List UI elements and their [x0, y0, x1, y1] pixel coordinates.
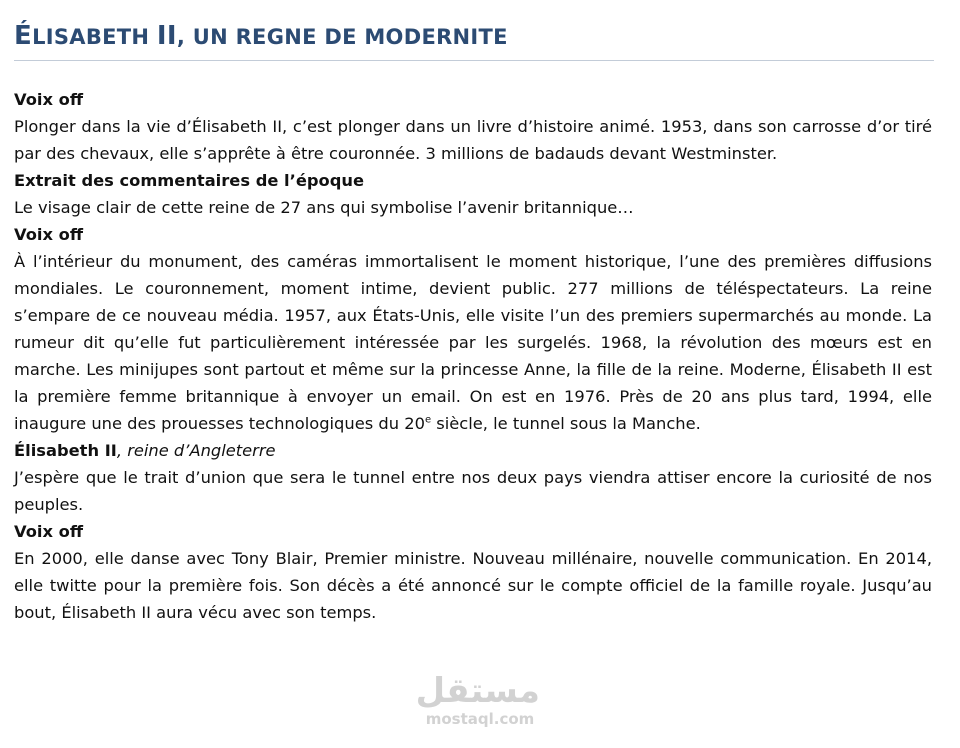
title-initial: É [14, 21, 33, 51]
speaker-label: Voix off [14, 90, 84, 109]
speaker-label: Voix off [14, 225, 84, 244]
speech-paragraph [14, 248, 932, 437]
speech-text-continued: siècle, le tunnel sous la Manche. [431, 414, 701, 433]
speech-paragraph: Le visage clair de cette reine de 27 ans qui symbolise l’avenir britannique… [14, 198, 634, 217]
title-part-1: LISABETH [32, 25, 157, 49]
script-body [14, 86, 932, 626]
speaker-label [14, 437, 932, 464]
title-roman-numeral: II [156, 21, 177, 51]
title-part-2: , UN REGNE DE MODERNITE [176, 25, 508, 49]
title-divider [14, 60, 934, 61]
speech-paragraph: En 2000, elle danse avec Tony Blair, Premier ministre. Nouveau millénaire, nouvelle communication. En 2014, elle twitte pour la première fois. Son décès a été annoncé sur le compte officiel de la famille royale. Jusqu’au bout, Élisabeth II aura vécu avec son temps. [14, 549, 932, 622]
watermark-url: mostaql.com [425, 710, 535, 728]
speech-paragraph: Plonger dans la vie d’Élisabeth II, c’est plonger dans un livre d’histoire animé. 1953, dans son carrosse d’or tiré par des chevaux, elle s’apprête à être couronnée. 3 millions de badauds devant Westminster. [14, 117, 932, 163]
speaker-label: Extrait des commentaires de l’époque [14, 171, 364, 190]
speaker-label: Voix off [14, 522, 84, 541]
speech-text: À l’intérieur du monument, des caméras immortalisent le moment historique, l’une des premières diffusions mondiales. Le couronnement, moment intime, devient public. 277 millions de téléspectateurs. La reine s’empare de ce nouveau média. 1957, aux États-Unis, elle visite l’un des premiers supermarchés au monde. La rumeur dit qu’elle fut particulièrement intéressée par les surgelés. 1968, la révolution des mœurs est en marche. Les minijupes sont partout et même sur la princesse Anne, la fille de la reine. Moderne, Élisabeth II est la première femme britannique à envoyer un email. On est en 1976. Près de 20 ans plus tard, 1994, elle inaugure une des prouesses technologiques du 20 [14, 252, 932, 433]
speech-paragraph: J’espère que le trait d’union que sera le tunnel entre nos deux pays viendra attiser encore la curiosité de nos peuples. [14, 468, 932, 514]
ordinal-superscript: e [424, 414, 432, 426]
speaker-role: reine d’Angleterre [127, 441, 276, 460]
speaker-separator: , [116, 441, 128, 460]
page-title [14, 20, 508, 53]
watermark-logo [415, 671, 540, 728]
speaker-name: Élisabeth II [14, 441, 117, 460]
watermark-arabic: مستقل [415, 671, 540, 711]
